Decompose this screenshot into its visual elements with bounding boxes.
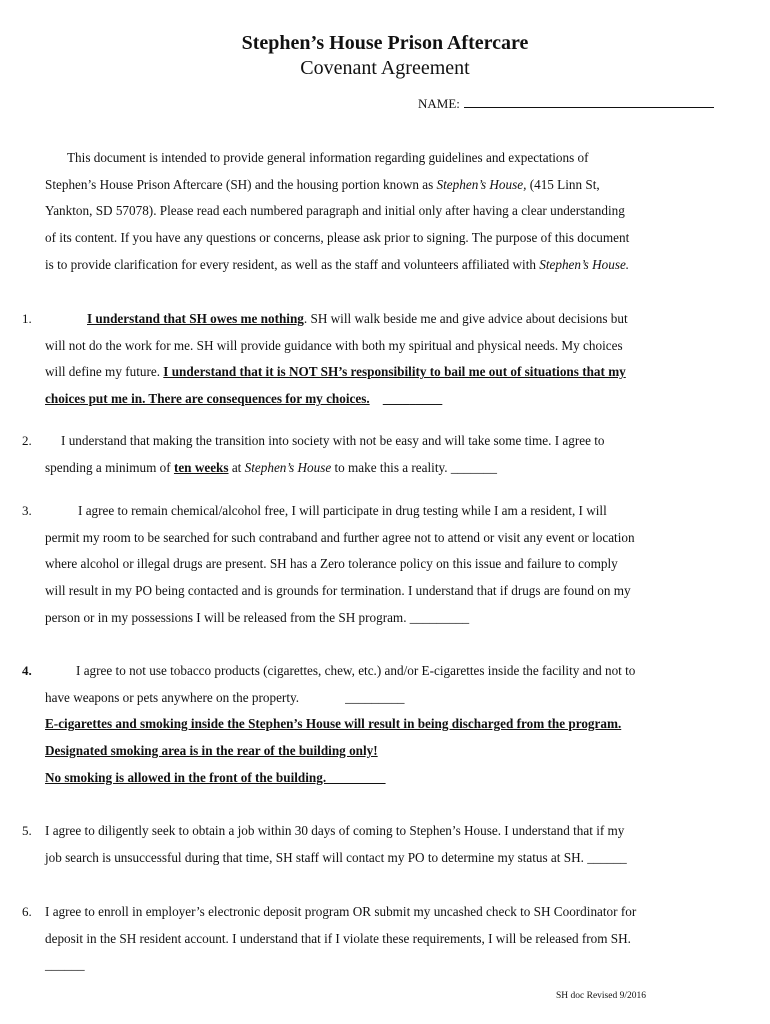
paragraph-5 [45,818,730,871]
paragraph-3 [45,498,730,631]
intro-line [45,172,730,199]
intro-text: Stephen’s House Prison Aftercare (SH) and the housing portion known as [45,176,437,192]
emphasis-text: choices put me in. There are consequences for my choices. [45,391,370,407]
paragraph-text: at [228,459,245,475]
paragraph-number: 3. [22,503,32,518]
intro-text: is to provide clarification for every resident, as well as the staff and volunteers affiliated with [45,256,540,272]
emphasis-text: I understand that it is NOT SH’s responsibility to bail me out of situations that my [163,364,626,380]
italic-text: Stephen’s House [244,459,332,475]
paragraph-line [45,306,730,333]
initial-line[interactable]: _________ [369,391,443,407]
paragraph-number: 4. [22,663,32,678]
paragraph-line: will not do the work for me. SH will provide guidance with both my spiritual and physical needs. My choices [45,337,623,353]
paragraph-line: person or in my possessions I will be released from the SH program. _________ [45,609,470,625]
paragraph-line: have weapons or pets anywhere on the property. _________ [45,689,405,705]
paragraph-number: 2. [22,433,32,448]
paragraph-line: job search is unsuccessful during that time, SH staff will contact my PO to determine my status at SH. ______ [45,849,627,865]
name-label: NAME: [418,96,460,111]
paragraph-text: spending a minimum of [45,459,174,475]
intro-paragraph [45,145,730,278]
paragraph-line [45,455,730,482]
paragraph-line: permit my room to be searched for such contraband and further agree not to attend or visit any event or location [45,529,635,545]
name-signature-line[interactable] [464,97,714,108]
intro-italic: Stephen’s House, [436,176,527,192]
initial-line[interactable]: to make this a reality. _______ [331,459,497,475]
paragraph-line: I agree to remain chemical/alcohol free, I will participate in drug testing while I am a resident, I will [78,503,607,518]
paragraph-line: I agree to enroll in employer’s electronic deposit program OR submit my uncashed check to SH Coordinator for [45,904,637,919]
paragraph-4 [45,658,730,791]
paragraph-6 [45,899,730,979]
emphasis-line: No smoking is allowed in the front of the building. ________ [45,769,386,785]
paragraph-line: I understand that making the transition into society with not be easy and will take some time. I agree to [61,433,605,448]
paragraph-1 [45,306,730,413]
intro-line: Yankton, SD 57078). Please read each numbered paragraph and initial only after having a clear understanding [45,203,625,219]
name-field[interactable] [418,96,714,112]
paragraph-line [45,359,730,386]
intro-line [45,252,730,279]
emphasis-text: I understand that SH owes me nothing [87,311,304,326]
emphasis-text: ten weeks [173,459,229,475]
document-subtitle: Covenant Agreement [300,57,470,79]
paragraph-number: 6. [22,904,32,919]
paragraph-line: I agree to not use tobacco products (cigarettes, chew, etc.) and/or E-cigarettes inside the facility and not to [76,663,636,678]
initial-line[interactable]: ______ [45,957,85,973]
paragraph-line [45,386,730,413]
paragraph-line: where alcohol or illegal drugs are present. SH has a Zero tolerance policy on this issue and failure to comply [45,556,618,572]
intro-text: (415 Linn St, [526,176,600,192]
paragraph-line: will result in my PO being contacted and is grounds for termination. I understand that if drugs are found on my [45,583,631,599]
intro-line: This document is intended to provide general information regarding guidelines and expectations of [67,150,589,165]
document-title: Stephen’s House Prison Aftercare [241,32,529,54]
paragraph-number: 1. [22,311,32,326]
paragraph-line: I agree to diligently seek to obtain a job within 30 days of coming to Stephen’s House. I understand that if my [45,823,625,838]
intro-italic: Stephen’s House. [539,256,630,272]
paragraph-text: . SH will walk beside me and give advice about decisions but [303,311,628,326]
paragraph-text: will define my future. [45,364,164,380]
paragraph-line: deposit in the SH resident account. I understand that if I violate these requirements, I will be released from SH. [45,930,631,946]
intro-line: of its content. If you have any questions or concerns, please ask prior to signing. The purpose of this document [45,230,630,246]
emphasis-line: Designated smoking area is in the rear of the building only! [45,743,378,759]
paragraph-number: 5. [22,823,32,838]
revision-footer: SH doc Revised 9/2016 [556,991,646,1001]
emphasis-line: E-cigarettes and smoking inside the Stephen’s House will result in being discharged from the program. [45,716,622,732]
paragraph-2 [45,428,730,481]
